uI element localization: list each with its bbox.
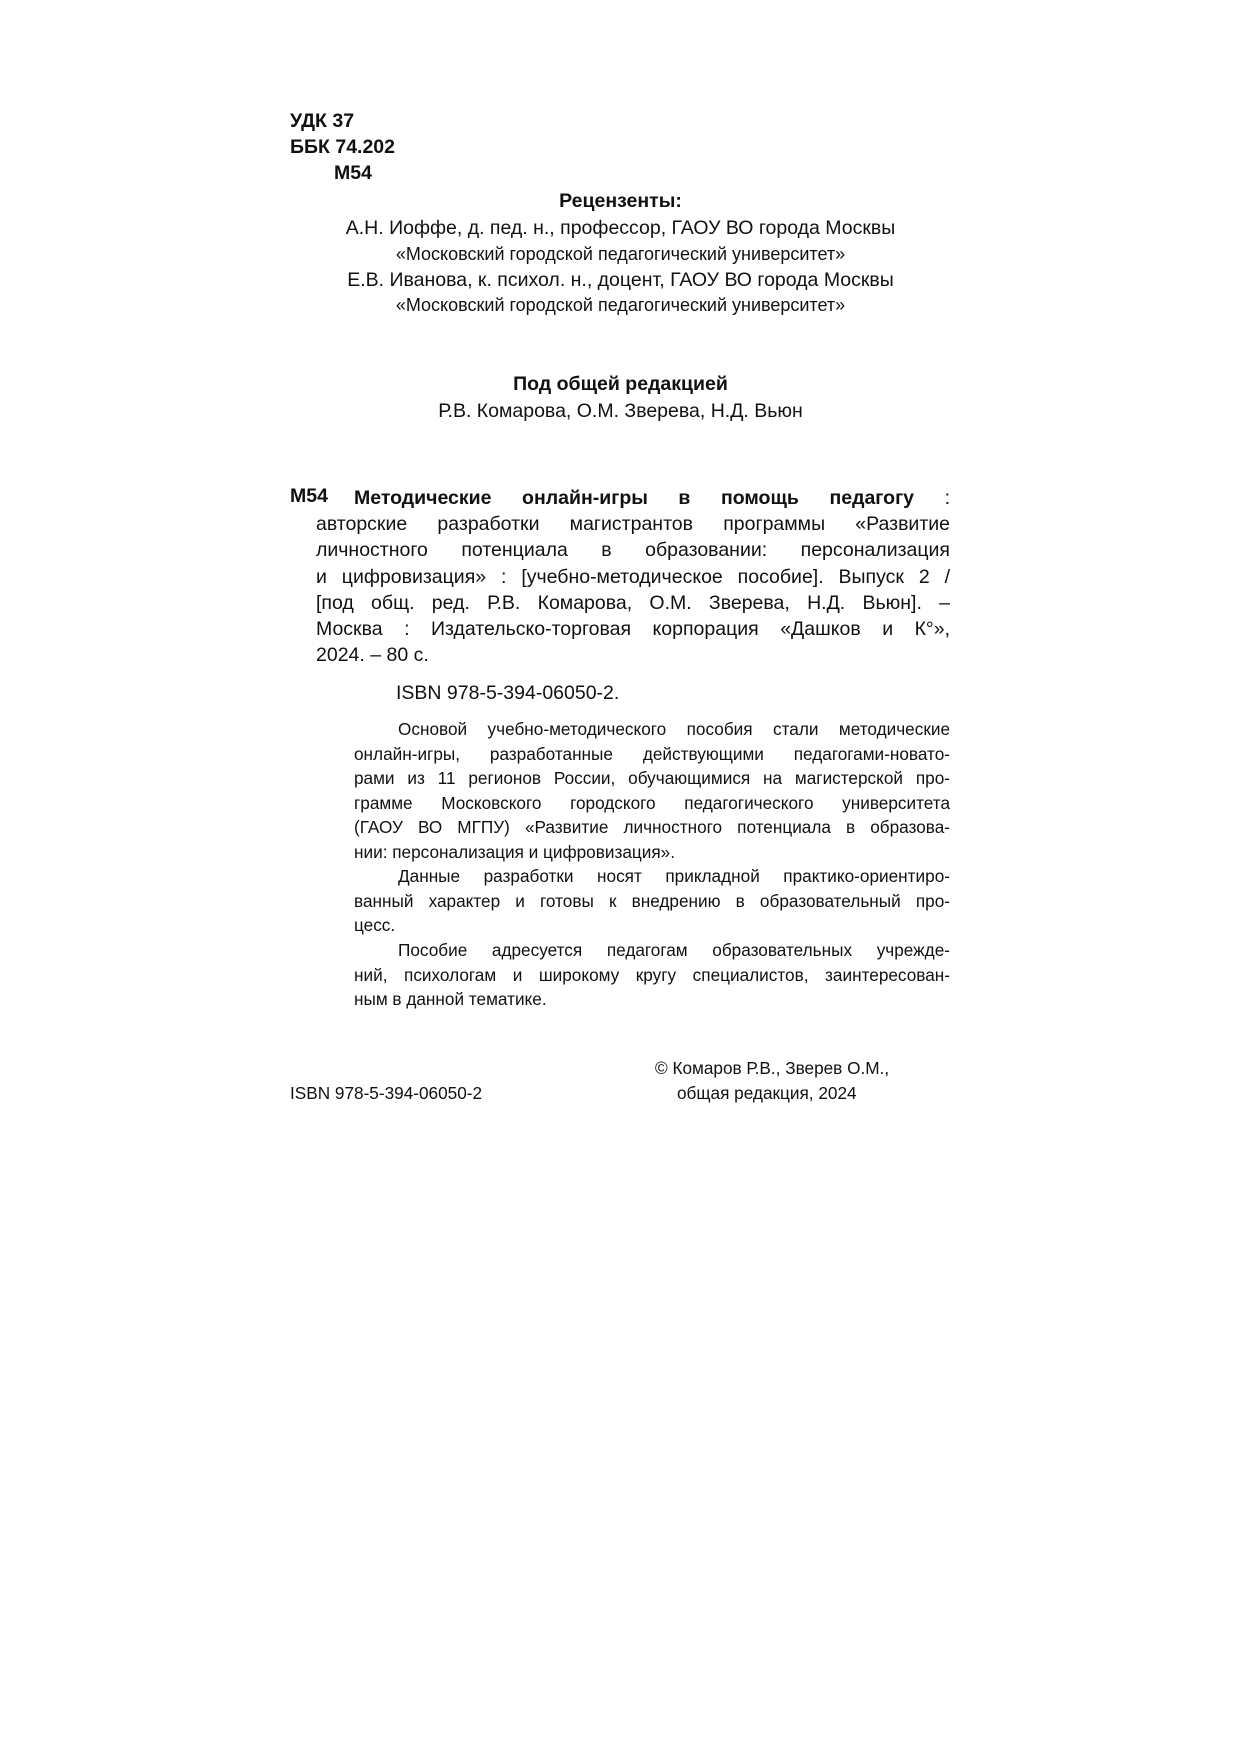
annotation-line: грамме Московского городского педагогического университета [354,792,950,813]
catalog-line: [под общ. ред. Р.В. Комарова, О.М. Зверева, Н.Д. Вьюн]. – [316,591,950,614]
bibliographic-entry [316,485,951,668]
footer-isbn: ISBN 978-5-394-06050-2 [290,1083,483,1103]
editors-title: Под общей редакцией [513,373,728,395]
annotation-line: ным в данной тематике. [354,989,547,1010]
copyright-line-2: общая редакция, 2024 [677,1083,857,1103]
reviewer-line: «Московский городской педагогический университет» [395,295,846,315]
catalog-line: личностного потенциала в образовании: персонализация [316,539,950,562]
reviewer-line: А.Н. Иоффе, д. пед. н., профессор, ГАОУ ВО города Москвы [345,217,896,239]
annotation-line: онлайн-игры, разработанные действующими педагогами-новато- [354,743,950,764]
catalog-line: и цифровизация» : [учебно-методическое пособие]. Выпуск 2 / [316,565,950,588]
catalog-line: 2024. – 80 с. [316,644,429,667]
annotation-line: Пособие адресуется педагогам образовательных учрежде- [398,940,950,960]
annotation-line: нии: персонализация и цифровизация». [354,841,675,862]
catalog-line: Москва : Издательско-торговая корпорация «Дашков и К°», [316,618,950,641]
annotation-line: цесс. [354,915,396,936]
reviewer-line: «Московский городской педагогический университет» [395,244,846,264]
copyright-line-1: © Комаров Р.В., Зверев О.М., [655,1058,890,1078]
annotation-line: Основой учебно-методического пособия стали методические [398,719,950,739]
annotation-line: Данные разработки носят прикладной практико-ориентиро- [398,866,950,886]
annotation-line: рами из 11 регионов России, обучающимися на магистерской про- [354,768,950,789]
reviewers-title: Рецензенты: [559,190,682,212]
catalog-title: Методические онлайн-игры в помощь педагогу [354,487,915,509]
reviewer-line: Е.В. Иванова, к. психол. н., доцент, ГАОУ ВО города Москвы [347,269,894,291]
catalog-title-line [354,485,950,511]
catalog-code: М54 [290,485,328,507]
editors-names: Р.В. Комарова, О.М. Зверева, Н.Д. Вьюн [438,400,803,422]
annotation-line: ний, психологам и широкому кругу специалистов, заинтересован- [354,964,950,985]
annotation-paragraph-1 [354,717,950,865]
catalog-line: авторские разработки магистрантов программы «Развитие [316,513,950,536]
annotation-paragraph-2 [354,864,950,938]
annotation-line: ванный характер и готовы к внедрению в образовательный про- [354,890,950,911]
catalog-isbn: ISBN 978-5-394-06050-2. [396,682,620,704]
bbk-code: ББК 74.202 [290,136,395,158]
annotation-paragraph-3 [354,938,950,1012]
udk-code: УДК 37 [290,110,355,132]
author-mark: М54 [334,162,372,184]
catalog-title-colon: : [914,487,951,509]
annotation-line: (ГАОУ ВО МГПУ) «Развитие личностного потенциала в образова- [354,817,950,838]
